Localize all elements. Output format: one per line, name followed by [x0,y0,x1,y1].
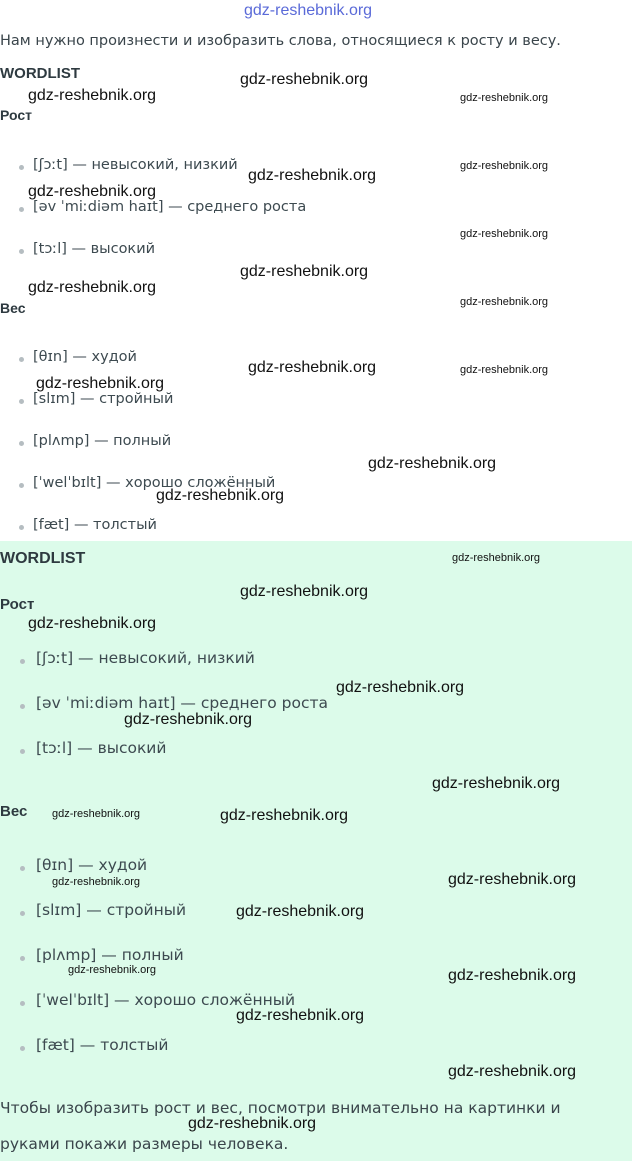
list-item: [ʃɔːt] — невысокий, низкий [33,157,238,173]
watermark: gdz-reshebnik.org [336,679,465,696]
bullet-icon [20,1046,25,1051]
list-item: [θɪn] — худой [36,856,148,874]
wordlist-1-title: WORDLIST [0,65,80,82]
bullet-icon [20,956,25,961]
bullet-icon [20,866,25,871]
outro-line-2: руками покажи размеры человека. [0,1135,289,1153]
watermark: gdz-reshebnik.org [52,876,141,888]
watermark: gdz-reshebnik.org [28,87,157,104]
watermark: gdz-reshebnik.org [220,807,349,824]
list-item: [slɪm] — стройный [33,391,174,407]
wordlist-1-height-heading: Рост [0,107,32,123]
wordlist-2-weight-heading: Вес [0,803,28,820]
list-item: [əv ˈmiːdiəm haɪt] — среднего роста [33,199,307,215]
watermark: gdz-reshebnik.org [368,455,497,472]
watermark: gdz-reshebnik.org [448,967,577,984]
bullet-icon [19,399,24,404]
watermark: gdz-reshebnik.org [240,583,369,600]
list-item: [ˈwelˈbɪlt] — хорошо сложённый [36,991,296,1009]
watermark: gdz-reshebnik.org [124,711,253,728]
watermark: gdz-reshebnik.org [236,1007,365,1024]
watermark: gdz-reshebnik.org [28,183,157,200]
list-item: [tɔːl] — высокий [36,739,167,757]
watermark: gdz-reshebnik.org [460,160,549,172]
watermark: gdz-reshebnik.org [236,903,365,920]
watermark: gdz-reshebnik.org [240,263,369,280]
bullet-icon [20,749,25,754]
outro-line-1: Чтобы изобразить рост и вес, посмотри внимательно на картинки и [0,1099,561,1117]
bullet-icon [19,207,24,212]
watermark: gdz-reshebnik.org [36,375,165,392]
watermark: gdz-reshebnik.org [28,279,157,296]
watermark: gdz-reshebnik.org [68,964,157,976]
watermark: gdz-reshebnik.org [156,487,285,504]
bullet-icon [19,165,24,170]
bullet-icon [20,911,25,916]
list-item: [tɔːl] — высокий [33,241,156,257]
watermark-top: gdz-reshebnik.org [244,2,373,19]
watermark: gdz-reshebnik.org [248,359,377,376]
list-item: [plʌmp] — полный [33,433,172,449]
watermark: gdz-reshebnik.org [460,296,549,308]
bullet-icon [20,659,25,664]
wordlist-2-height-heading: Рост [0,596,35,613]
list-item: [ˈwelˈbɪlt] — хорошо сложённый [33,475,276,491]
watermark: gdz-reshebnik.org [248,167,377,184]
bullet-icon [19,441,24,446]
wordlist-2-title: WORDLIST [0,550,86,567]
bullet-icon [20,1001,25,1006]
list-item: [fæt] — толстый [33,517,157,533]
bullet-icon [19,249,24,254]
list-item: [plʌmp] — полный [36,946,184,964]
list-item: [θɪn] — худой [33,349,137,365]
list-item: [ʃɔːt] — невысокий, низкий [36,649,255,667]
list-item: [slɪm] — стройный [36,901,187,919]
list-item: [əv ˈmiːdiəm haɪt] — среднего роста [36,694,329,712]
watermark: gdz-reshebnik.org [452,552,541,564]
bullet-icon [19,357,24,362]
wordlist-1-weight-heading: Вес [0,300,26,316]
list-item: [fæt] — толстый [36,1036,169,1054]
intro-text: Нам нужно произнести и изобразить слова, относящиеся к росту и весу. [0,33,561,49]
watermark: gdz-reshebnik.org [188,1115,317,1132]
watermark: gdz-reshebnik.org [52,808,141,820]
bullet-icon [20,704,25,709]
watermark: gdz-reshebnik.org [460,364,549,376]
watermark: gdz-reshebnik.org [460,228,549,240]
watermark: gdz-reshebnik.org [460,92,549,104]
bullet-icon [19,525,24,530]
bullet-icon [19,483,24,488]
watermark: gdz-reshebnik.org [448,1063,577,1080]
watermark: gdz-reshebnik.org [240,71,369,88]
watermark: gdz-reshebnik.org [432,775,561,792]
watermark: gdz-reshebnik.org [448,871,577,888]
watermark: gdz-reshebnik.org [28,615,157,632]
